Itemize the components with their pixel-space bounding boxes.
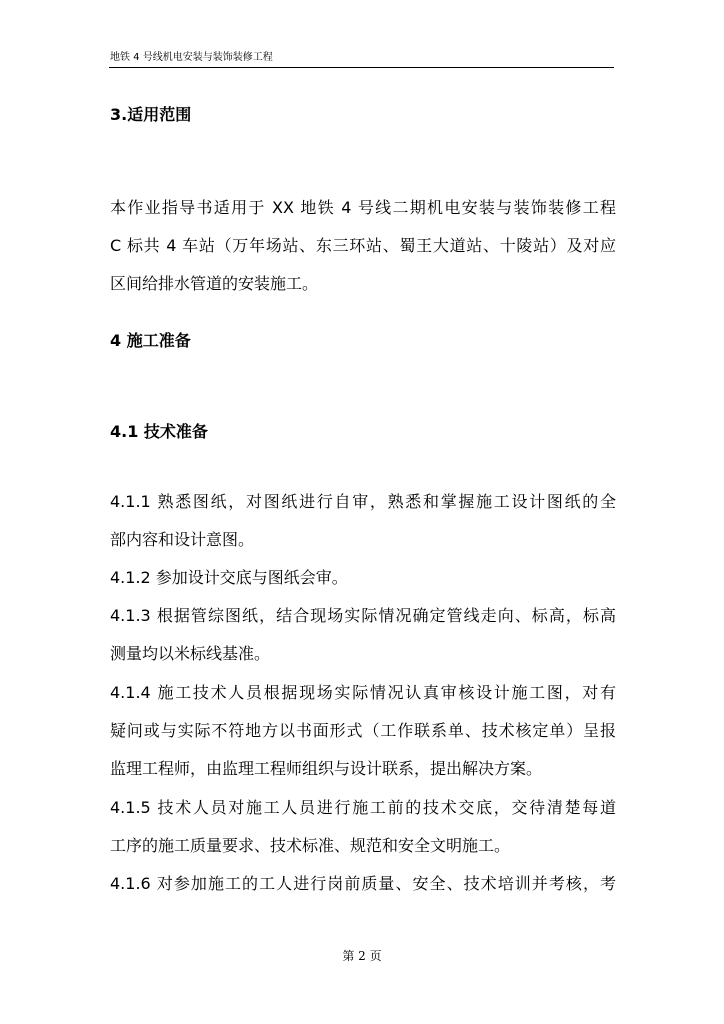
paragraph-line: 区间给排水管道的安装施工。: [110, 274, 319, 293]
paragraph-line: 本作业指导书适用于 XX 地铁 4 号线二期机电安装与装饰装修工程: [110, 198, 616, 217]
paragraph-line: 监理工程师，由监理工程师组织与设计联系，提出解决方案。: [110, 759, 543, 778]
paragraph-line: 疑问或与实际不符地方以书面形式（工作联系单、技术核定单）呈报: [110, 721, 616, 740]
paragraph-line: C 标共 4 车站（万年场站、东三环站、蜀王大道站、十陵站）及对应: [110, 236, 616, 255]
paragraph-line: 部内容和设计意图。: [110, 530, 255, 549]
page-number: 第 2 页: [342, 949, 382, 963]
paragraph-line: 4.1.2 参加设计交底与图纸会审。: [110, 568, 348, 587]
paragraph-line: 4.1.5 技术人员对施工人员进行施工前的技术交底，交待清楚每道: [110, 798, 616, 817]
paragraph-line: 4.1.3 根据管综图纸，结合现场实际情况确定管线走向、标高，标高: [110, 606, 616, 625]
header-title: 地铁 4 号线机电安装与装饰装修工程: [110, 52, 273, 63]
subsection-heading-technical: 4.1 技术准备: [110, 422, 208, 441]
paragraph-line: 4.1.6 对参加施工的工人进行岗前质量、安全、技术培训并考核，考: [110, 874, 616, 893]
paragraph-line: 测量均以米标线基准。: [110, 644, 271, 663]
paragraph-line: 工序的施工质量要求、技术标准、规范和安全文明施工。: [110, 836, 511, 855]
header-divider: [109, 67, 614, 68]
paragraph-line: 4.1.1 熟悉图纸，对图纸进行自审，熟悉和掌握施工设计图纸的全: [110, 492, 616, 511]
section-heading-preparation: 4 施工准备: [110, 331, 191, 350]
paragraph-line: 4.1.4 施工技术人员根据现场实际情况认真审核设计施工图，对有: [110, 683, 616, 702]
section-heading-scope: 3.适用范围: [110, 105, 192, 124]
